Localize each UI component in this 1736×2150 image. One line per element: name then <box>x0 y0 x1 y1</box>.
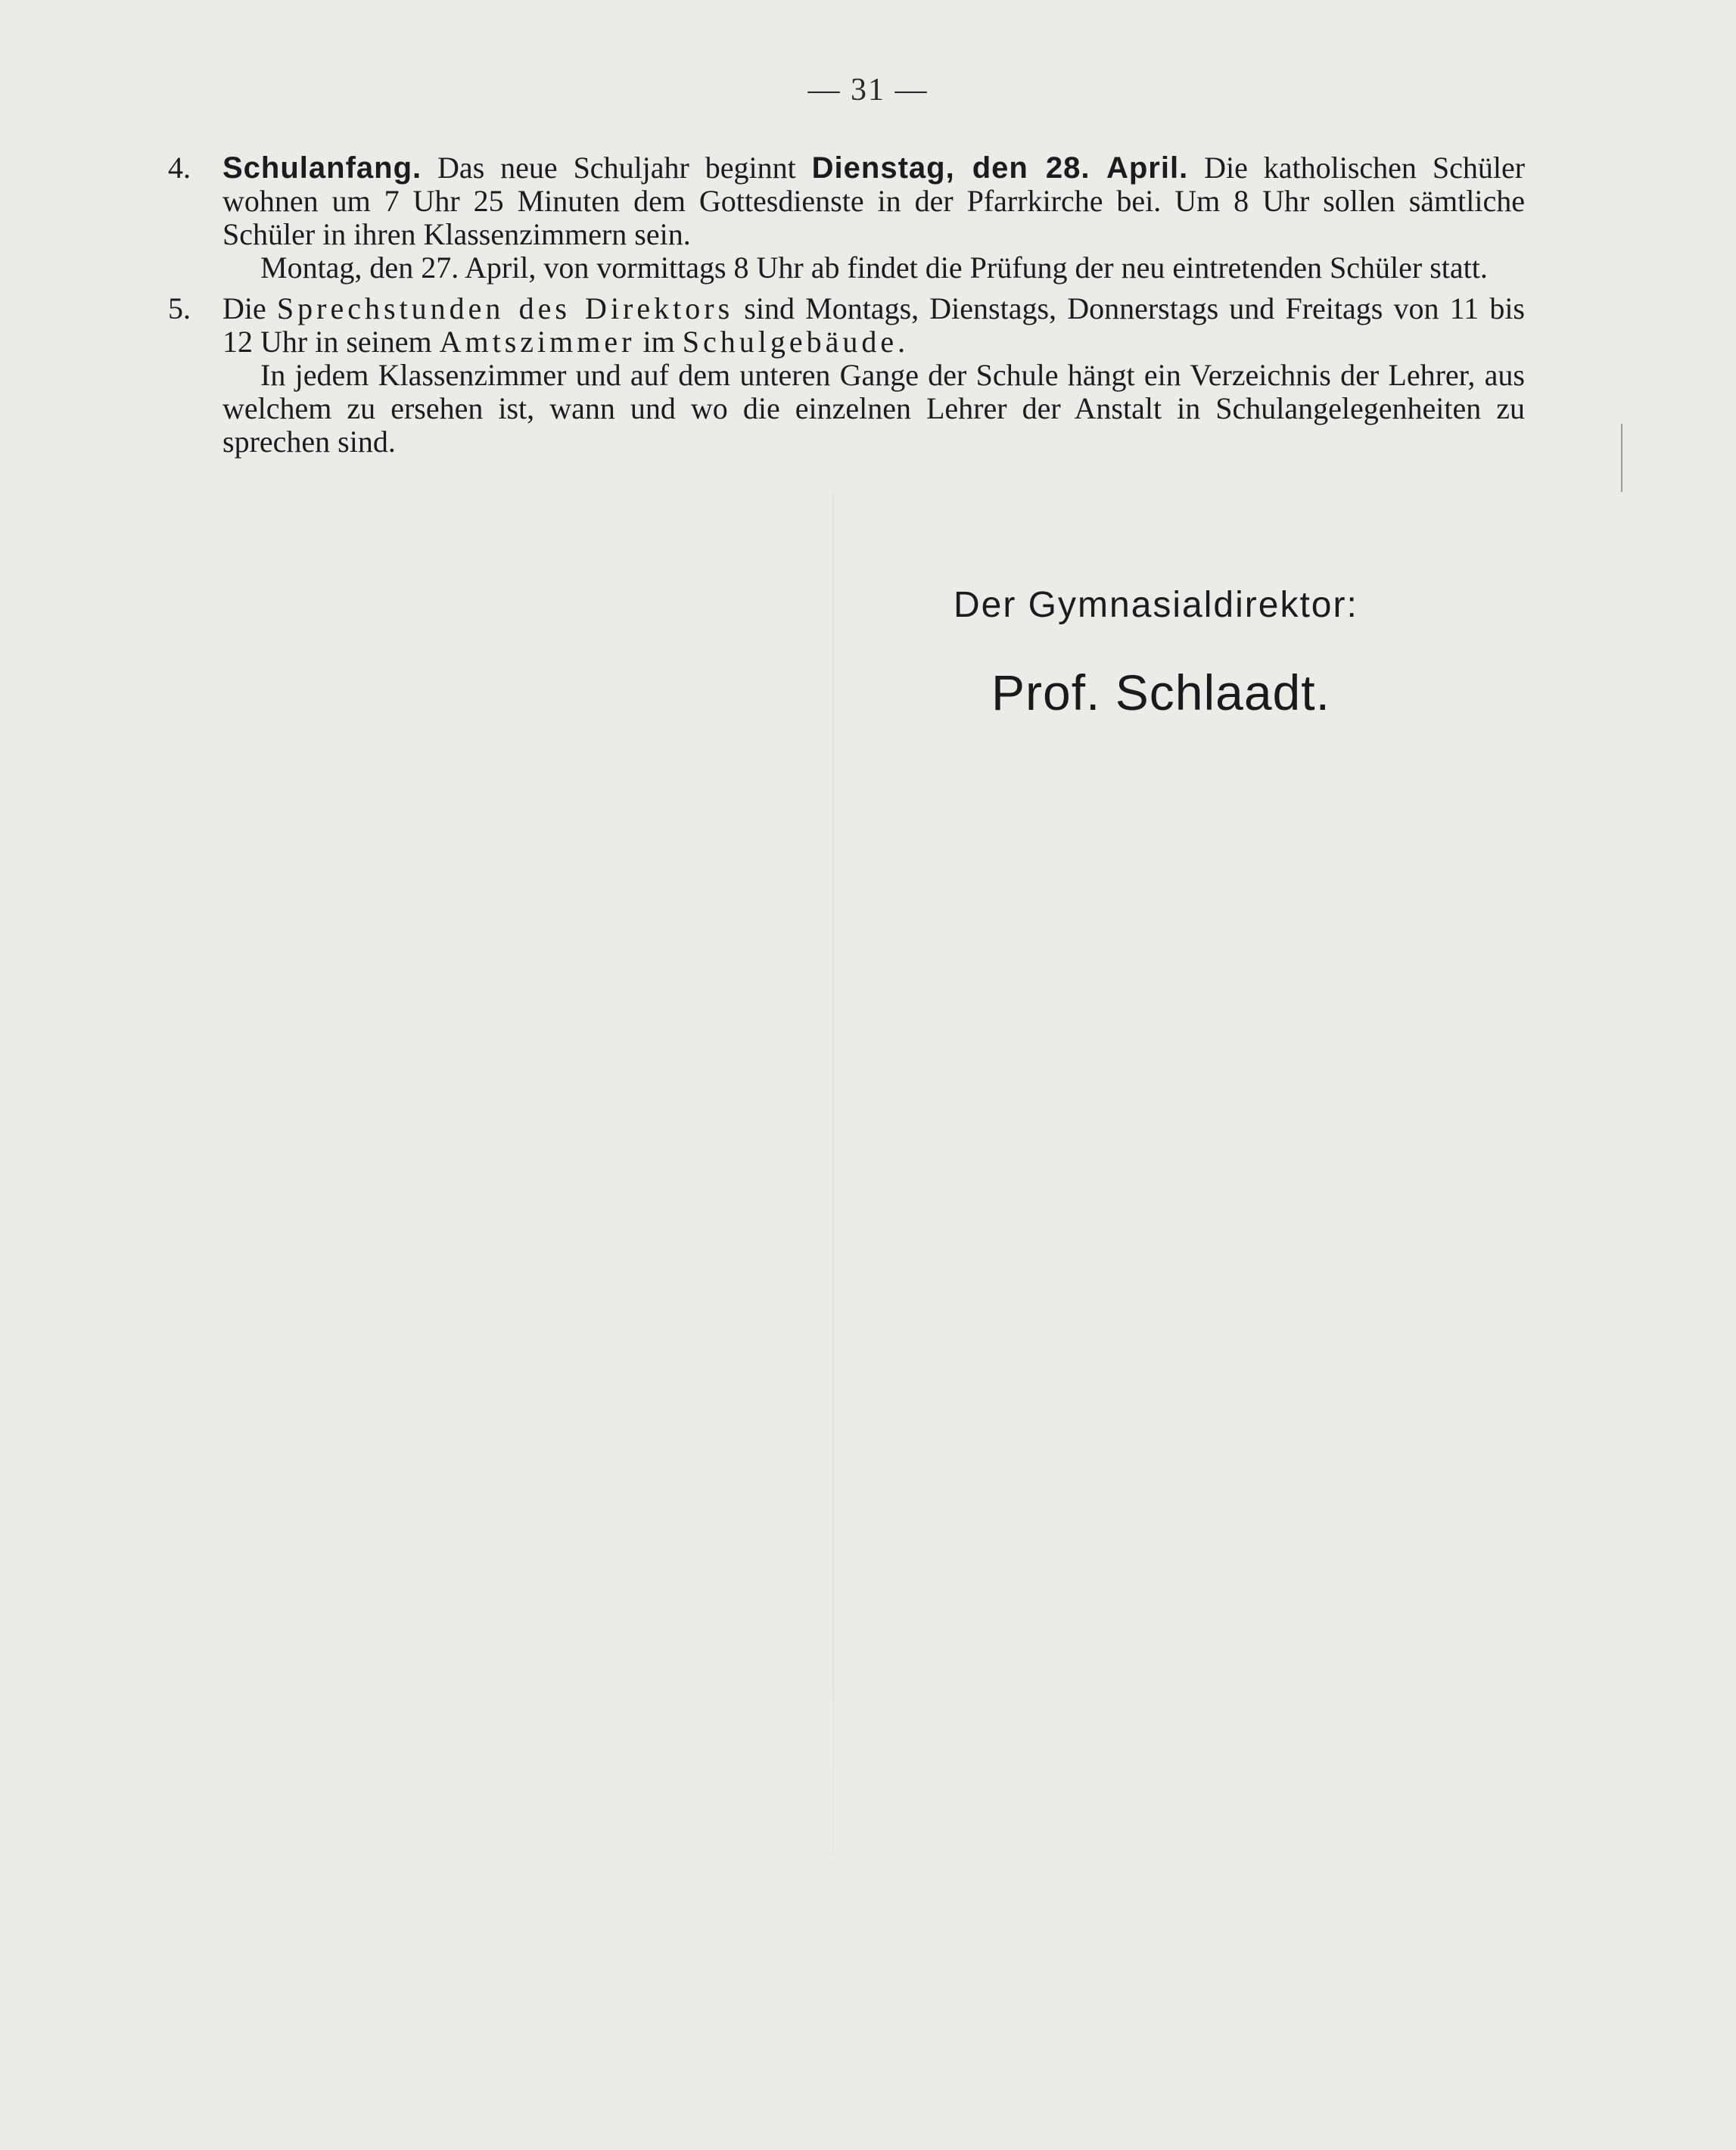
paragraph: Montag, den 27. April, von vormittags 8 Uhr ab findet die Prüfung der neu eintretenden Schüler statt. <box>260 250 1488 285</box>
spaced-text: Sprechstunden des Direktors <box>276 291 734 325</box>
text-run: Die <box>222 291 266 325</box>
item-heading: Schulanfang. <box>222 151 422 185</box>
fold-shadow <box>832 492 834 1854</box>
spaced-text: Schulgebäude. <box>682 325 910 359</box>
spaced-text: Amtszimmer <box>439 325 636 359</box>
paragraph: In jedem Klassenzimmer und auf dem unteren Gange der Schule hängt ein Verzeichnis der Lehrer, aus welchem zu ersehen ist, wann und wo die einzelnen Lehrer der Anstalt in Schulangelegenheiten zu sprechen sind. <box>222 358 1525 459</box>
signature-name: Prof. Schlaadt. <box>991 664 1330 720</box>
paragraph <box>222 151 1525 251</box>
page-number: — 31 — <box>807 73 929 107</box>
item-body <box>222 292 1525 459</box>
paragraph <box>222 292 1525 359</box>
text-run: Das neue Schuljahr beginnt <box>437 151 796 185</box>
text-run: im <box>642 325 675 359</box>
item-number: 5. <box>168 291 191 325</box>
text-run: sind Montags, Dienstags, Donnerstags und Freitags von 11 bis 12 Uhr in seinem <box>222 291 1525 359</box>
item-number: 4. <box>168 151 191 185</box>
highlighted-date: Dienstag, den 28. April. <box>811 151 1189 185</box>
signature-role: Der Gymnasialdirektor: <box>954 585 1358 625</box>
edge-mark <box>1621 424 1622 492</box>
text-run: Die katholischen Schüler wohnen um 7 Uhr 25 Minuten dem Gottesdienste in der Pfarrkirche bei. Um 8 Uhr sollen sämtliche Schüler in ihren Klassenzimmern sein. <box>222 151 1526 251</box>
list-item-5 <box>168 291 1525 459</box>
main-text <box>168 151 1526 459</box>
signature-block <box>954 584 1358 721</box>
list-item-4 <box>168 151 1526 285</box>
item-body <box>222 151 1525 285</box>
